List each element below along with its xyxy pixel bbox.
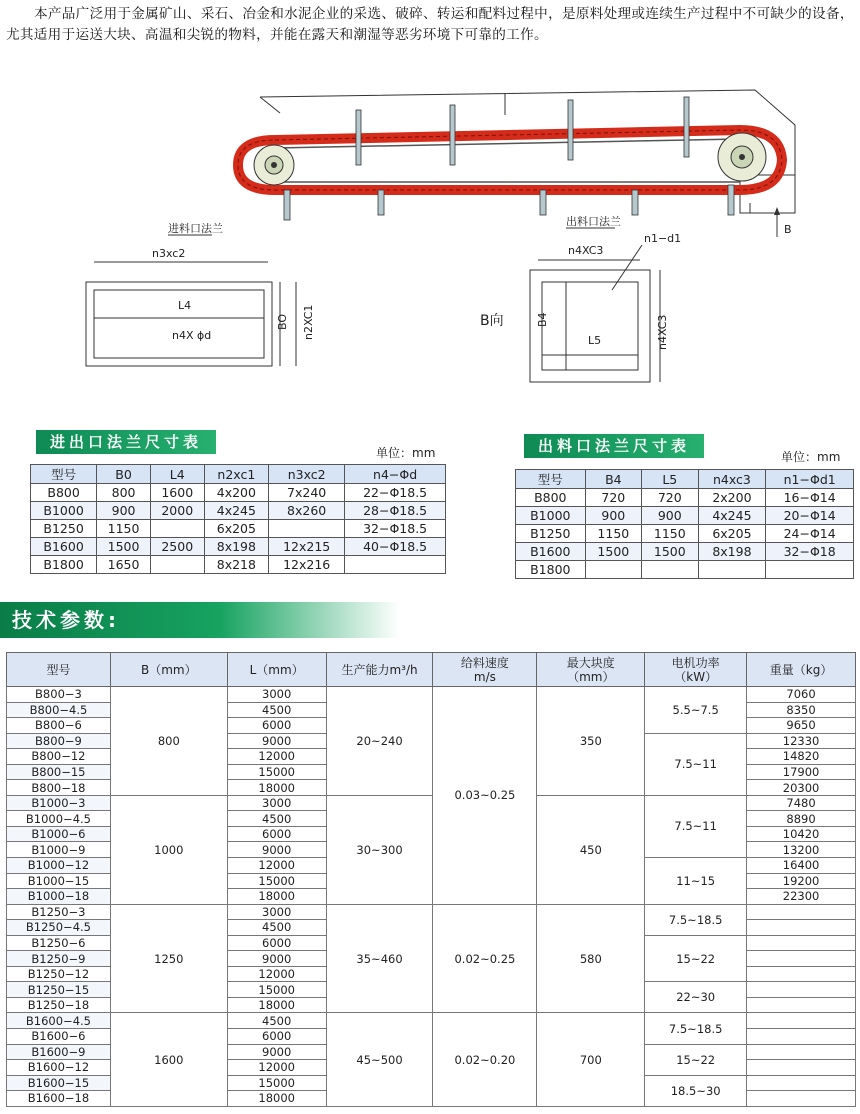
motor-power-cell: 15~22 xyxy=(645,935,747,982)
column-header: n4−Φd xyxy=(345,465,446,484)
table-cell xyxy=(150,556,204,574)
table-row xyxy=(31,502,446,520)
length-cell: 12000 xyxy=(227,1060,326,1076)
table-row xyxy=(31,556,446,574)
column-header: 电机功率 （kW） xyxy=(645,653,747,687)
table-row xyxy=(31,484,446,502)
table-cell: 2500 xyxy=(150,538,204,556)
model-cell: B800−9 xyxy=(7,733,111,749)
model-cell: B1250−3 xyxy=(7,904,111,920)
length-cell: 4500 xyxy=(227,1013,326,1029)
model-cell: B1600−18 xyxy=(7,1091,111,1107)
length-cell: 6000 xyxy=(227,1029,326,1045)
length-cell: 12000 xyxy=(227,966,326,982)
table-cell: B1800 xyxy=(516,561,586,579)
model-cell: B1000−6 xyxy=(7,826,111,842)
table-cell xyxy=(585,561,641,579)
table-cell xyxy=(345,556,446,574)
capacity-cell: 20~240 xyxy=(326,687,433,796)
length-cell: 12000 xyxy=(227,858,326,874)
model-cell: B1000−3 xyxy=(7,795,111,811)
table-header-row xyxy=(516,470,854,489)
length-cell: 15000 xyxy=(227,873,326,889)
table-cell: 8x198 xyxy=(698,543,766,561)
table-row xyxy=(31,538,446,556)
length-cell: 9000 xyxy=(227,1044,326,1060)
column-header: B4 xyxy=(585,470,641,489)
weight-cell xyxy=(747,920,856,936)
table-cell: 800 xyxy=(97,484,151,502)
weight-cell: 22300 xyxy=(747,889,856,905)
table-cell: 900 xyxy=(585,507,641,525)
weight-cell xyxy=(747,951,856,967)
table-cell: 24−Φ14 xyxy=(766,525,854,543)
inlet-l4-label: L4 xyxy=(178,299,192,312)
length-cell: 18000 xyxy=(227,997,326,1013)
outlet-n4xc3-top-label: n4XC3 xyxy=(568,244,604,257)
length-cell: 3000 xyxy=(227,687,326,703)
model-cell: B1250−4.5 xyxy=(7,920,111,936)
model-cell: B800−3 xyxy=(7,687,111,703)
motor-power-cell: 7.5~11 xyxy=(645,733,747,795)
model-cell: B800−4.5 xyxy=(7,702,111,718)
table-cell: 900 xyxy=(642,507,698,525)
column-header: 型号 xyxy=(516,470,586,489)
length-cell: 9000 xyxy=(227,733,326,749)
weight-cell: 8890 xyxy=(747,811,856,827)
table-header-row xyxy=(31,465,446,484)
table-row xyxy=(516,507,854,525)
table-cell xyxy=(150,520,204,538)
length-cell: 3000 xyxy=(227,904,326,920)
weight-cell: 14820 xyxy=(747,749,856,765)
column-header: 最大块度 （mm） xyxy=(537,653,645,687)
table-cell xyxy=(766,561,854,579)
model-cell: B1250−15 xyxy=(7,982,111,998)
table-header-row xyxy=(7,653,856,687)
b-direction-label: B向 xyxy=(480,313,504,329)
table-cell: 28−Φ18.5 xyxy=(345,502,446,520)
table-cell: 8x198 xyxy=(204,538,269,556)
table-cell: 40−Φ18.5 xyxy=(345,538,446,556)
weight-cell xyxy=(747,904,856,920)
table-cell xyxy=(698,561,766,579)
weight-cell: 12330 xyxy=(747,733,856,749)
length-cell: 3000 xyxy=(227,795,326,811)
inlet-n3xc2-label: n3xc2 xyxy=(152,247,186,260)
arrow-b-label: B xyxy=(784,223,792,236)
model-cell: B1600−15 xyxy=(7,1075,111,1091)
weight-cell xyxy=(747,1013,856,1029)
table-row xyxy=(7,904,856,920)
outlet-table-title: 出料口法兰尺寸表 xyxy=(524,434,704,458)
motor-power-cell: 11~15 xyxy=(645,858,747,905)
weight-cell xyxy=(747,1044,856,1060)
inlet-flange-table xyxy=(30,464,446,574)
belt-width-cell: 1000 xyxy=(110,795,227,904)
inlet-table-unit: 单位：mm xyxy=(376,446,436,460)
tech-params-banner: 技术参数: xyxy=(0,602,400,638)
feed-speed-cell: 0.02~0.20 xyxy=(433,1013,537,1106)
column-header: L（mm） xyxy=(227,653,326,687)
weight-cell: 16400 xyxy=(747,858,856,874)
table-row xyxy=(7,687,856,703)
model-cell: B1250−12 xyxy=(7,966,111,982)
max-size-cell: 700 xyxy=(537,1013,645,1106)
model-cell: B800−6 xyxy=(7,718,111,734)
belt-width-cell: 1250 xyxy=(110,904,227,1013)
outlet-flange-title: 出料口法兰 xyxy=(566,215,621,228)
table-row xyxy=(7,795,856,811)
capacity-cell: 35~460 xyxy=(326,904,433,1013)
length-cell: 9000 xyxy=(227,951,326,967)
table-row xyxy=(31,520,446,538)
table-cell: 1500 xyxy=(585,543,641,561)
table-cell: B1600 xyxy=(31,538,97,556)
inlet-n2xc1-label: n2XC1 xyxy=(302,304,315,340)
table-cell: 900 xyxy=(97,502,151,520)
table-cell: 6x205 xyxy=(698,525,766,543)
weight-cell xyxy=(747,997,856,1013)
table-cell: B1600 xyxy=(516,543,586,561)
table-cell: 1500 xyxy=(97,538,151,556)
motor-power-cell: 7.5~18.5 xyxy=(645,1013,747,1044)
tail-sprocket xyxy=(254,145,294,185)
length-cell: 15000 xyxy=(227,982,326,998)
weight-cell: 20300 xyxy=(747,780,856,796)
table-cell: 720 xyxy=(585,489,641,507)
column-header: 生产能力m³/h xyxy=(326,653,433,687)
table-cell: 32−Φ18.5 xyxy=(345,520,446,538)
model-cell: B800−15 xyxy=(7,764,111,780)
table-cell: 12x215 xyxy=(269,538,345,556)
outlet-b4-label: B4 xyxy=(536,312,549,327)
max-size-cell: 580 xyxy=(537,904,645,1013)
table-cell: 12x216 xyxy=(269,556,345,574)
weight-cell xyxy=(747,982,856,998)
model-cell: B1250−9 xyxy=(7,951,111,967)
table-cell: 16−Φ14 xyxy=(766,489,854,507)
inlet-bo-label: BO xyxy=(276,313,289,330)
table-cell: 2x200 xyxy=(698,489,766,507)
length-cell: 4500 xyxy=(227,920,326,936)
table-cell: 1150 xyxy=(585,525,641,543)
length-cell: 9000 xyxy=(227,842,326,858)
length-cell: 18000 xyxy=(227,1091,326,1107)
table-cell: 20−Φ14 xyxy=(766,507,854,525)
weight-cell: 13200 xyxy=(747,842,856,858)
table-cell: 1150 xyxy=(97,520,151,538)
weight-cell xyxy=(747,1075,856,1091)
intro-paragraph: 本产品广泛用于金属矿山、采石、冶金和水泥企业的采选、破碎、转运和配料过程中，是原料处理或连续生产过程中不可缺少的设备，尤其适用于运送大块、高温和尖锐的物料，并能在露天和潮湿等恶劣环境下可靠的工作。 xyxy=(6,6,854,43)
model-cell: B1000−12 xyxy=(7,858,111,874)
table-cell: 720 xyxy=(642,489,698,507)
view-arrow-b xyxy=(774,207,792,237)
table-cell xyxy=(269,520,345,538)
motor-power-cell: 7.5~11 xyxy=(645,795,747,857)
inlet-flange-title: 进料口法兰 xyxy=(168,222,223,235)
column-header: B0 xyxy=(97,465,151,484)
length-cell: 18000 xyxy=(227,889,326,905)
column-header: n3xc2 xyxy=(269,465,345,484)
column-header: 型号 xyxy=(31,465,97,484)
inlet-table-title: 进出口法兰尺寸表 xyxy=(36,430,216,454)
length-cell: 4500 xyxy=(227,811,326,827)
model-cell: B800−18 xyxy=(7,780,111,796)
length-cell: 18000 xyxy=(227,780,326,796)
table-cell: B800 xyxy=(31,484,97,502)
weight-cell: 8350 xyxy=(747,702,856,718)
max-size-cell: 350 xyxy=(537,687,645,796)
chain-loop xyxy=(238,130,782,190)
table-row xyxy=(516,489,854,507)
motor-power-cell: 5.5~7.5 xyxy=(645,687,747,734)
length-cell: 15000 xyxy=(227,1075,326,1091)
outlet-n1d1-label: n1−d1 xyxy=(644,232,682,245)
model-cell: B1000−18 xyxy=(7,889,111,905)
feed-speed-cell: 0.02~0.25 xyxy=(433,904,537,1013)
weight-cell xyxy=(747,966,856,982)
table-cell: B800 xyxy=(516,489,586,507)
length-cell: 4500 xyxy=(227,702,326,718)
tech-params-table xyxy=(6,652,856,1107)
column-header: n1−Φd1 xyxy=(766,470,854,489)
conveyor-drawing xyxy=(60,85,820,415)
head-sprocket xyxy=(718,133,766,181)
table-cell: B1800 xyxy=(31,556,97,574)
weight-cell: 17900 xyxy=(747,764,856,780)
belt-width-cell: 800 xyxy=(110,687,227,796)
column-header: 重量（kg） xyxy=(747,653,856,687)
outlet-n4xc3-side-label: n4XC3 xyxy=(656,314,669,350)
table-cell: 7x240 xyxy=(269,484,345,502)
length-cell: 6000 xyxy=(227,935,326,951)
model-cell: B1000−4.5 xyxy=(7,811,111,827)
outlet-table-unit: 单位：mm xyxy=(781,450,841,464)
model-cell: B1600−4.5 xyxy=(7,1013,111,1029)
weight-cell: 7480 xyxy=(747,795,856,811)
table-cell: B1250 xyxy=(516,525,586,543)
table-cell: 8x218 xyxy=(204,556,269,574)
model-cell: B1600−9 xyxy=(7,1044,111,1060)
table-cell xyxy=(642,561,698,579)
model-cell: B1600−6 xyxy=(7,1029,111,1045)
feed-speed-cell: 0.03~0.25 xyxy=(433,687,537,905)
column-header: L5 xyxy=(642,470,698,489)
length-cell: 6000 xyxy=(227,718,326,734)
table-cell: 1150 xyxy=(642,525,698,543)
column-header: n2xc1 xyxy=(204,465,269,484)
motor-power-cell: 22~30 xyxy=(645,982,747,1013)
weight-cell xyxy=(747,1060,856,1076)
motor-power-cell: 18.5~30 xyxy=(645,1075,747,1106)
outlet-flange-table xyxy=(515,469,854,579)
table-cell: B1000 xyxy=(31,502,97,520)
capacity-cell: 30~300 xyxy=(326,795,433,904)
outlet-flange xyxy=(530,232,681,382)
table-cell: 2000 xyxy=(150,502,204,520)
model-cell: B1000−9 xyxy=(7,842,111,858)
model-cell: B1250−18 xyxy=(7,997,111,1013)
column-header: 型号 xyxy=(7,653,111,687)
table-cell: 1500 xyxy=(642,543,698,561)
length-cell: 15000 xyxy=(227,764,326,780)
weight-cell: 7060 xyxy=(747,687,856,703)
table-cell: 22−Φ18.5 xyxy=(345,484,446,502)
column-header: B（mm） xyxy=(110,653,227,687)
table-cell: 4x200 xyxy=(204,484,269,502)
motor-power-cell: 15~22 xyxy=(645,1044,747,1075)
column-header: n4xc3 xyxy=(698,470,766,489)
model-cell: B1250−6 xyxy=(7,935,111,951)
length-cell: 6000 xyxy=(227,826,326,842)
model-cell: B800−12 xyxy=(7,749,111,765)
weight-cell xyxy=(747,1029,856,1045)
table-cell: 6x205 xyxy=(204,520,269,538)
table-cell: B1000 xyxy=(516,507,586,525)
inlet-flange xyxy=(86,247,315,366)
model-cell: B1600−12 xyxy=(7,1060,111,1076)
model-cell: B1000−15 xyxy=(7,873,111,889)
inlet-n4d-label: n4X ϕd xyxy=(172,329,212,342)
weight-cell xyxy=(747,1091,856,1107)
weight-cell: 9650 xyxy=(747,718,856,734)
table-cell: 8x260 xyxy=(269,502,345,520)
outlet-l5-label: L5 xyxy=(588,334,602,347)
support-legs xyxy=(284,97,734,220)
motor-power-cell: 7.5~18.5 xyxy=(645,904,747,935)
max-size-cell: 450 xyxy=(537,795,645,904)
length-cell: 12000 xyxy=(227,749,326,765)
table-cell: 1600 xyxy=(150,484,204,502)
table-row xyxy=(516,561,854,579)
weight-cell: 10420 xyxy=(747,826,856,842)
table-cell: 1650 xyxy=(97,556,151,574)
table-cell: 32−Φ18 xyxy=(766,543,854,561)
weight-cell xyxy=(747,935,856,951)
table-cell: 4x245 xyxy=(698,507,766,525)
weight-cell: 19200 xyxy=(747,873,856,889)
capacity-cell: 45~500 xyxy=(326,1013,433,1106)
column-header: L4 xyxy=(150,465,204,484)
table-row xyxy=(516,543,854,561)
table-row xyxy=(7,1013,856,1029)
table-cell: B1250 xyxy=(31,520,97,538)
belt-width-cell: 1600 xyxy=(110,1013,227,1106)
column-header: 给料速度 m/s xyxy=(433,653,537,687)
table-cell: 4x245 xyxy=(204,502,269,520)
table-row xyxy=(516,525,854,543)
